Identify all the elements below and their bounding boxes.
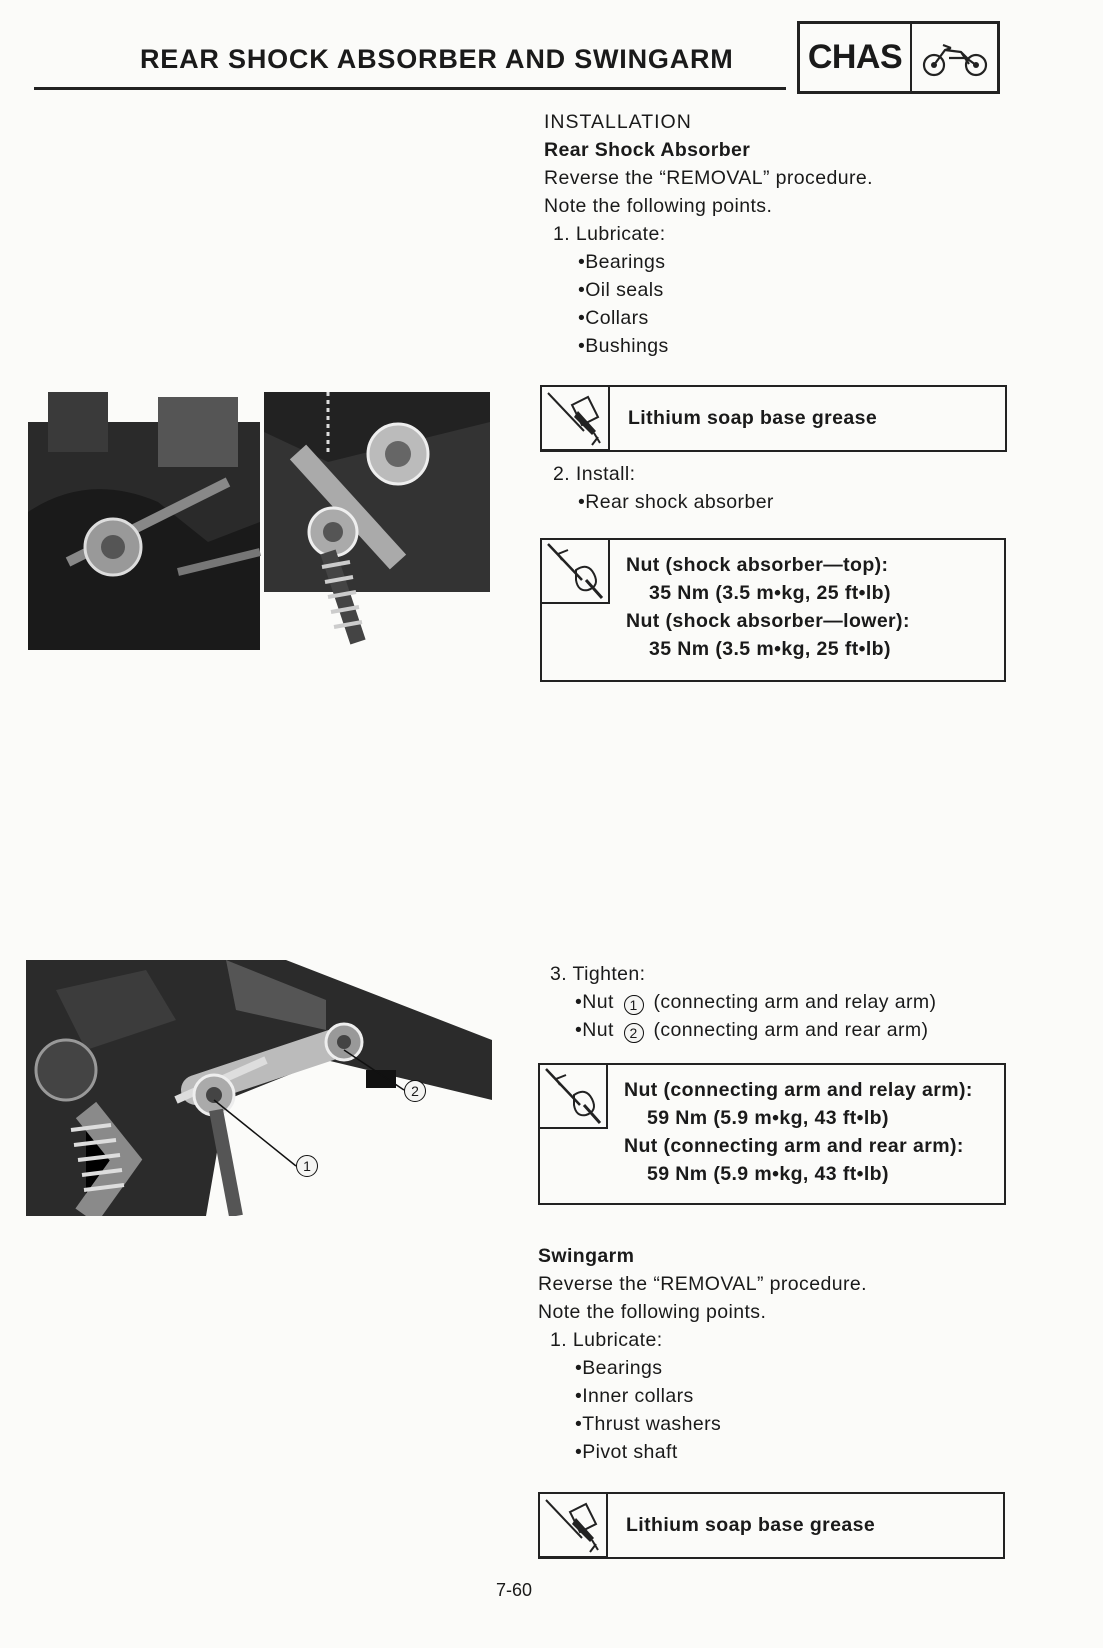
torque-value: 35 Nm (3.5 m•kg, 25 ft•lb) <box>649 638 891 660</box>
section-code: CHAS <box>800 24 912 91</box>
swingarm-intro-1: Reverse the “REMOVAL” procedure. <box>538 1273 867 1295</box>
list-item: •Pivot shaft <box>575 1441 678 1463</box>
grease-spec-box <box>538 1492 1005 1559</box>
step2-label: 2. Install: <box>553 463 636 485</box>
shock-absorber-photo <box>28 392 490 652</box>
torque-value: 35 Nm (3.5 m•kg, 25 ft•lb) <box>649 582 891 604</box>
callout-inline-2: 2 <box>624 1023 644 1043</box>
callout-inline-1: 1 <box>624 995 644 1015</box>
grease-spec-text: Lithium soap base grease <box>626 1514 876 1536</box>
installation-heading: INSTALLATION <box>544 111 692 133</box>
connecting-arm-photo <box>26 960 492 1216</box>
torque-line: Nut (shock absorber—lower): <box>626 610 910 632</box>
page-number: 7-60 <box>496 1580 533 1600</box>
nut-prefix: •Nut <box>575 1019 614 1041</box>
list-item: •Bearings <box>575 1357 663 1379</box>
nut-prefix: •Nut <box>575 991 614 1013</box>
swingarm-heading: Swingarm <box>538 1245 635 1267</box>
motorcycle-icon <box>912 24 997 91</box>
section-badge <box>797 21 1000 94</box>
callout-2: 2 <box>404 1080 426 1102</box>
list-item: •Inner collars <box>575 1385 694 1407</box>
torque-wrench-icon <box>540 1065 608 1129</box>
intro-text-1: Reverse the “REMOVAL” procedure. <box>544 167 873 189</box>
torque-line: Nut (shock absorber—top): <box>626 554 889 576</box>
title-rule <box>34 87 786 90</box>
torque-value: 59 Nm (5.9 m•kg, 43 ft•lb) <box>647 1107 889 1129</box>
torque-wrench-icon <box>542 540 610 604</box>
list-item: •Bushings <box>578 335 669 357</box>
nut-description: (connecting arm and rear arm) <box>653 1019 929 1041</box>
list-item: •Thrust washers <box>575 1413 722 1435</box>
grease-spec-box <box>540 385 1007 452</box>
list-item <box>575 988 936 1016</box>
torque-spec-box <box>540 538 1006 682</box>
grease-gun-icon <box>542 387 610 451</box>
list-item: •Rear shock absorber <box>578 491 774 513</box>
swingarm-intro-2: Note the following points. <box>538 1301 767 1323</box>
grease-gun-icon <box>540 1494 608 1558</box>
list-item: •Collars <box>578 307 649 329</box>
torque-line: Nut (connecting arm and rear arm): <box>624 1135 964 1157</box>
shock-absorber-heading: Rear Shock Absorber <box>544 139 751 161</box>
intro-text-2: Note the following points. <box>544 195 773 217</box>
step3-label: 3. Tighten: <box>550 963 646 985</box>
callout-1: 1 <box>296 1155 318 1177</box>
grease-spec-text: Lithium soap base grease <box>628 407 878 429</box>
swingarm-step1-label: 1. Lubricate: <box>550 1329 663 1351</box>
torque-value: 59 Nm (5.9 m•kg, 43 ft•lb) <box>647 1163 889 1185</box>
torque-spec-box <box>538 1063 1006 1205</box>
list-item: •Oil seals <box>578 279 664 301</box>
torque-line: Nut (connecting arm and relay arm): <box>624 1079 973 1101</box>
list-item: •Bearings <box>578 251 666 273</box>
step1-label: 1. Lubricate: <box>553 223 666 245</box>
nut-description: (connecting arm and relay arm) <box>653 991 937 1013</box>
list-item <box>575 1016 928 1044</box>
page-title: REAR SHOCK ABSORBER AND SWINGARM <box>140 44 734 74</box>
